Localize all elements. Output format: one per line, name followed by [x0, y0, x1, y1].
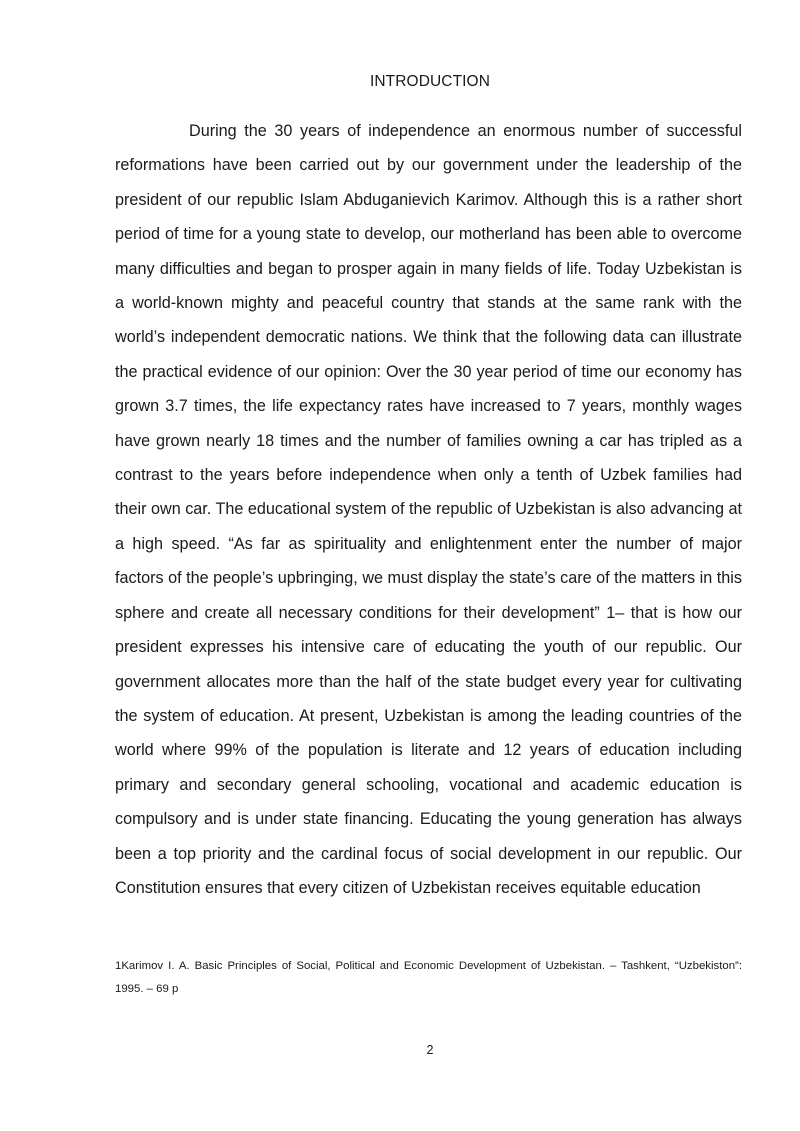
footnote: 1Karimov I. A. Basic Principles of Social, Political and Economic Development of Uzbekistan. – Tashkent, “Uzbekiston”: 1995. – 69 p: [115, 960, 742, 995]
page-heading: INTRODUCTION: [369, 73, 491, 90]
page-number: 2: [426, 1043, 434, 1057]
body-paragraph: During the 30 years of independence an enormous number of successful reformations have been carried out by our government under the leadership of the president of our republic Islam Abduganievich Karimov. Although this is a rather short period of time for a young state to develop, our motherland has been able to overcome many difficulties and began to prosper again in many fields of life. Today Uzbekistan is a world-known mighty and peaceful country that stands at the same rank with the world’s independent democratic nations. We think that the following data can illustrate the practical evidence of our opinion: Over the 30 year period of time our economy has grown 3.7 times, the life expectancy rates have increased to 7 years, monthly wages have grown nearly 18 times and the number of families owning a car has tripled as a contrast to the years before independence when only a tenth of Uzbek families had their own car. The educational system of the republic of Uzbekistan is also advancing at a high speed. “As far as spirituality and enlightenment enter the number of major factors of the people’s upbringing, we must display the state’s care of the matters in this sphere and create all necessary conditions for their development” 1– that is how our president expresses his intensive care of educating the youth of our republic. Our government allocates more than the half of the state budget every year for cultivating the system of education. At present, Uzbekistan is among the leading countries of the world where 99% of the population is literate and 12 years of education including primary and secondary general schooling, vocational and academic education is compulsory and is under state financing. Educating the young generation has always been a top priority and the cardinal focus of social development in our republic. Our Constitution ensures that every citizen of Uzbekistan receives equitable education: [115, 122, 742, 897]
